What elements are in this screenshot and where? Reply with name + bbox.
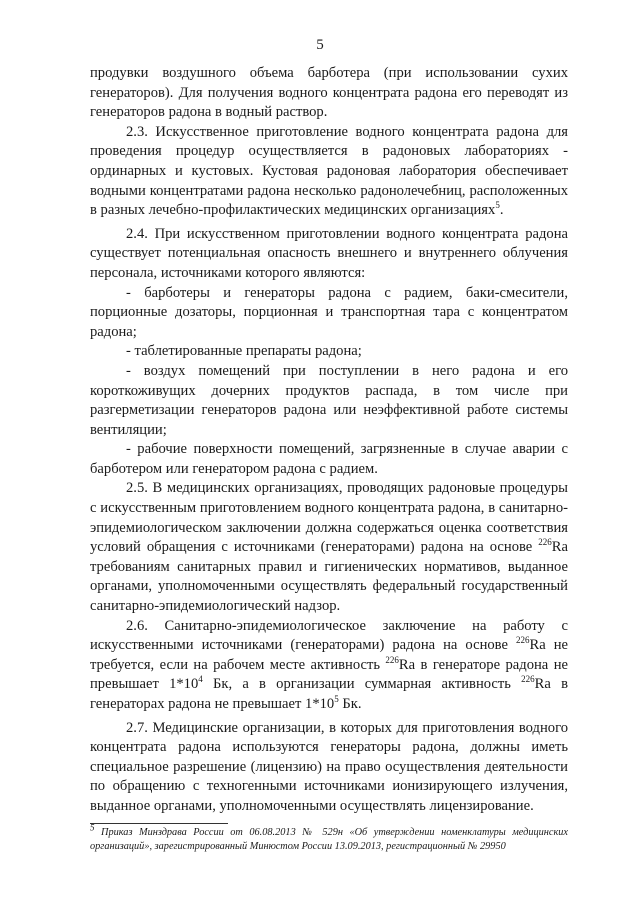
list-item-tablets: - таблетированные препараты радона; [126,343,362,360]
paragraph-2-6 [90,617,568,715]
footnote-mark: 5 [90,822,95,833]
document-body [90,64,568,817]
paragraph-2-6-text: Бк, а в организации суммарная активность [202,676,522,693]
isotope-mass-number: 226 [385,654,399,665]
exponent: 5 [334,694,339,705]
footnote-divider [90,823,228,824]
list-item-barboters: - барботеры и генераторы радона с радием, баки-смесители, порционные дозаторы, порционная и транспортная тара с концентратом радона; [90,284,568,340]
footnote-text: Приказ Минздрава России от 06.08.2013 № 529н «Об утверждении номенклатуры медицинских организаций», зарегистрированный Минюстом России 13.09.2013, регистрационный № 29950 [90,827,568,852]
paragraph-2-6-text: Ra в генераторе радона не превышает 1*10 [90,656,568,693]
paragraph-2-5 [90,479,568,616]
list-item-surfaces: - рабочие поверхности помещений, загрязненные в случае аварии с барботером или генератором радона с радием. [90,441,568,477]
paragraph-2-5-text: 2.5. В медицинских организациях, проводящих радоновые процедуры с искусственным приготовлением водного концентрата радона, в санитарно-эпидемиологическом заключении должна содержаться оценка соответствия условий обращения с источниками (генераторами) радона на основе [90,480,568,556]
isotope-mass-number: 226 [521,674,535,685]
paragraph-2-6-text: Бк. [338,696,362,712]
paragraph-2-6-text: 2.6. Санитарно-эпидемиологическое заключение на работу с искусственными источниками (генераторами) радона на основе [90,617,568,654]
paragraph-2-3 [90,123,568,221]
exponent: 4 [198,674,203,685]
footnote [90,822,568,854]
paragraph-2-4: 2.4. При искусственном приготовлении водного концентрата радона существует потенциальная опасность внешнего и внутреннего облучения персонала, источниками которого являются: [90,225,568,281]
footnote-reference[interactable]: 5 [495,200,500,211]
isotope-mass-number: 226 [538,537,552,548]
page-number: 5 [316,37,324,53]
list-item-air: - воздух помещений при поступлении в него радона и его короткоживущих дочерних продуктов распада, в том числе при разгерметизации генераторов радона или неэффективной работе системы вентиляции; [90,362,568,438]
paragraph-2-7: 2.7. Медицинские организации, в которых для приготовления водного концентрата радона используются генераторы радона, должны иметь специальное разрешение (лицензию) на право осуществления деятельности по обращению с техногенными источниками ионизирующего излучения, выданное органами, уполномоченными осуществлять лицензирование. [90,719,568,814]
paragraph-2-5-text-cont: Ra требованиям санитарных правил и гигиенических нормативов, выданное органами, уполномоченными осуществлять федеральный государственный санитарно-эпидемиологический надзор. [90,539,568,615]
paragraph-2-6-text: Ra не требуется, если на рабочем месте активность [90,637,568,673]
paragraph-2-3-end: . [499,202,504,219]
paragraph-continuation: продувки воздушного объема барботера (при использовании сухих генераторов). Для получения водного концентрата радона его переводят из генераторов радона в водный раствор. [90,65,568,121]
paragraph-2-3-text: 2.3. Искусственное приготовление водного концентрата радона для проведения процедур осуществляется в радоновых лабораториях - ординарных и кустовых. Кустовая радоновая лаборатория обеспечивает водными концентратами радона несколько радонолечебниц, расположенных в разных лечебно-профилактических медицинских организациях [90,123,568,219]
isotope-mass-number: 226 [515,635,530,646]
paragraph-2-6-text: Ra в генераторах радона не превышает 1*10 [90,676,568,712]
